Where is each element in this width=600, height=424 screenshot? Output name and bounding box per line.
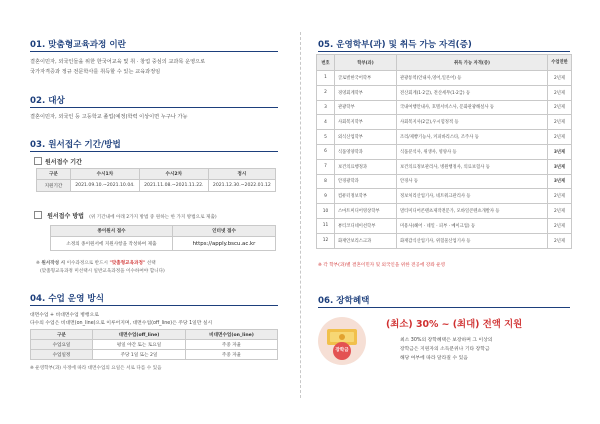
method-header-cell: 인터넷 접수 [173,226,276,237]
dept-row [317,159,572,174]
period-header-cell: 구분 [37,169,71,180]
departments-body [317,71,572,249]
dept-name: 외식산업학부 [335,130,397,145]
dept-number: 1 [317,71,335,86]
dept-row [317,85,572,100]
dept-certificates: 미용사(헤어 · 네일 · 피부 · 메이크업) 등 [397,218,548,233]
schedule-cell: 평일 야간 또는 토요일 [93,340,186,350]
dept-number: 6 [317,144,335,159]
section-02-line-1: 결혼이민자, 외국인 등 고등학교 졸업(예정)학력 이상이면 누구나 가능 [30,114,188,120]
dept-number: 10 [317,204,335,219]
s3-note-2: (맞춤형교육과정 미선택시 일반교육과정을 이수하여야 합니다) [40,269,165,274]
note-text: 이수과정으로 반드시 [65,261,110,266]
dept-certificates: 보건의료정보관리사, 병원행정사, 의료보험사 등 [397,159,548,174]
section-05-title: 05. 운영학부(과) 및 취득 가능 자격(증) [318,40,472,50]
schedule-header-cell: 대면수업(off_line) [93,330,186,340]
dept-name: 사회복지학부 [335,115,397,130]
dept-certificates: 정보처리산업기사, 네트워크관리사 등 [397,189,548,204]
dept-years: 3년제 [548,144,572,159]
dept-years: 2년제 [548,204,572,219]
note-suffix: 선택 [145,261,156,266]
method-label: 원서접수 방법 [47,213,84,220]
section-03-underline [30,151,278,152]
schedule-row-label: 수업요일 [31,340,93,350]
dept-header-cell: 번호 [317,55,335,71]
period-header-cell: 수시2차 [139,169,208,180]
schedule-cell: 주중 자율 [186,340,278,350]
dept-certificates: 안경사 등 [397,174,548,189]
dept-number: 3 [317,100,335,115]
dept-certificates: 식품분석사, 위생사, 영양사 등 [397,144,548,159]
dept-years: 2년제 [548,85,572,100]
dept-years: 2년제 [548,189,572,204]
note-highlight: "맞춤형교육과정" [109,261,146,266]
section-04-line-1: 대면수업 + 비대면수업 병행으로 [30,313,99,318]
schedule-row-label: 수업일정 [31,350,93,360]
period-row-label: 지원기간 [37,180,71,192]
note-prefix: ※ [36,261,42,266]
schedule-table [30,329,278,360]
method-subtitle [34,211,217,220]
dept-row [317,130,572,145]
dept-number: 8 [317,174,335,189]
dept-years: 3년제 [548,174,572,189]
dept-years: 2년제 [548,115,572,130]
period-cell: 2021.11.08.~2021.11.22. [139,180,208,192]
section-04-title: 04. 수업 운영 방식 [30,294,105,304]
scholarship-line-3: 해당 여부에 따라 달라질 수 있음 [400,356,468,361]
dept-name: 화재안보리스크과 [335,233,397,248]
dept-row [317,144,572,159]
dept-certificates: 멀티미디어콘텐츠제작전문가, 모바일콘텐츠개발자 등 [397,204,548,219]
period-header-cell: 수시1차 [71,169,140,180]
dept-certificates: 관광통역(안내사,영어,일본어) 등 [397,71,548,86]
dept-name: 뷰티코디네이션학부 [335,218,397,233]
dept-years: 2년제 [548,130,572,145]
scholarship-headline: (최소) 30% ~ (최대) 전액 지원 [386,319,523,330]
dept-number: 9 [317,189,335,204]
s4-note: ※ 운영학부(과) 사정에 따라 대면수업의 요일은 서로 다를 수 있음 [30,366,162,371]
dept-header-cell: 학부(과) [335,55,397,71]
method-cell: 소정의 종이원서에 지원사항을 작성하여 제출 [51,237,173,251]
departments-table [316,54,572,249]
dept-row [317,174,572,189]
section-04-line-2: 다수의 수업은 비대면(on_line)으로 이루어지며, 대면수업(off_line)은 주당 1일만 실시 [30,321,213,326]
section-06-title: 06. 장학혜택 [318,296,370,306]
dept-name: 관광학부 [335,100,397,115]
dept-row [317,204,572,219]
schedule-header-cell: 구분 [31,330,93,340]
dept-years: 2년제 [548,218,572,233]
dept-number: 5 [317,130,335,145]
dept-number: 7 [317,159,335,174]
dept-years: 2년제 [548,100,572,115]
dept-row [317,71,572,86]
dept-years: 2년제 [548,71,572,86]
apply-url-link[interactable]: https://apply.bscu.ac.kr [173,237,276,251]
period-cell: 2021.12.30.~2022.01.12 [208,180,275,192]
section-01-title: 01. 맞춤형교육과정 이란 [30,40,126,50]
dept-name: 컴퓨터정보학부 [335,189,397,204]
section-06-underline [318,307,570,308]
dept-name: 스마트미디어영상학부 [335,204,397,219]
dept-name: 보건의료행정과 [335,159,397,174]
section-02-title: 02. 대상 [30,96,65,106]
period-header-cell: 정시 [208,169,275,180]
schedule-header-cell: 비대면수업(on_line) [186,330,278,340]
dept-certificates: 전산회계(1·2급), 전산세무(1·2급) 등 [397,85,548,100]
dept-name: 경영회계학부 [335,85,397,100]
dept-number: 12 [317,233,335,248]
dept-name: 글로벌한국어학부 [335,71,397,86]
section-03-title: 03. 원서접수 기간/방법 [30,140,121,150]
section-01-underline [30,51,278,52]
section-01-line-2: 국가자격증과 정규 전문학사를 취득할 수 있는 교육과정임 [30,69,161,75]
scholarship-badge: 장학금 [335,348,349,353]
dept-row [317,189,572,204]
period-cell: 2021.09.10.~2021.10.04. [71,180,140,192]
dept-name: 안경광학과 [335,174,397,189]
schedule-cell: 주중 자율 [186,350,278,360]
dept-row [317,100,572,115]
method-header-cell: 종이원서 접수 [51,226,173,237]
section-02-underline [30,107,278,108]
scholarship-line-1: 최소 30%의 장학혜택은 보장하며 그 이상의 [400,338,493,343]
dept-row [317,218,572,233]
dept-certificates: 조리/제빵기능사, 커피바리스타, 조주사 등 [397,130,548,145]
s3-note-1 [36,260,156,266]
dept-certificates: 사회복지사(2급),우시험정적 등 [397,115,548,130]
note-bold: 원서작성 시 [41,261,66,266]
dept-certificates: 국내여행안내사, 호텔서비스사, 문화관광해설사 등 [397,100,548,115]
section-01-line-1: 결혼이민자, 외국인들을 위한 한국어교육 및 취 · 창업 중심의 교과목 운영으로 [30,59,206,65]
dept-certificates: 화재감식산업기사, 위험물산업기사 등 [397,233,548,248]
period-subtitle: 원서접수 기간 [34,157,82,166]
section-05-underline [318,51,570,52]
dept-years: 2년제 [548,233,572,248]
method-table [50,225,276,251]
dept-row [317,233,572,248]
scholarship-icon [318,317,366,365]
dept-years: 3년제 [548,159,572,174]
period-table [36,168,276,192]
dept-header-cell: 수업연한 [548,55,572,71]
dept-name: 식품영양학과 [335,144,397,159]
dept-header-cell: 취득 가능 자격(증) [397,55,548,71]
method-note: (위 기간내에 아래 2가지 방법 중 원하는 한 가지 방법으로 제출) [89,215,217,220]
scholarship-illustration [318,317,366,365]
section-04-underline [30,305,278,306]
schedule-cell: 주당 1일 또는 2일 [93,350,186,360]
dept-row [317,115,572,130]
s5-note: ※ 각 학부(과)별 결혼이민자 및 외국인을 위한 전공에 강좌 운영 [318,263,446,268]
scholarship-line-2: 장학금은 지원자의 소득분위나 기타 장학금 [400,347,490,352]
center-divider [300,32,301,398]
dept-number: 11 [317,218,335,233]
dept-number: 2 [317,85,335,100]
dept-number: 4 [317,115,335,130]
